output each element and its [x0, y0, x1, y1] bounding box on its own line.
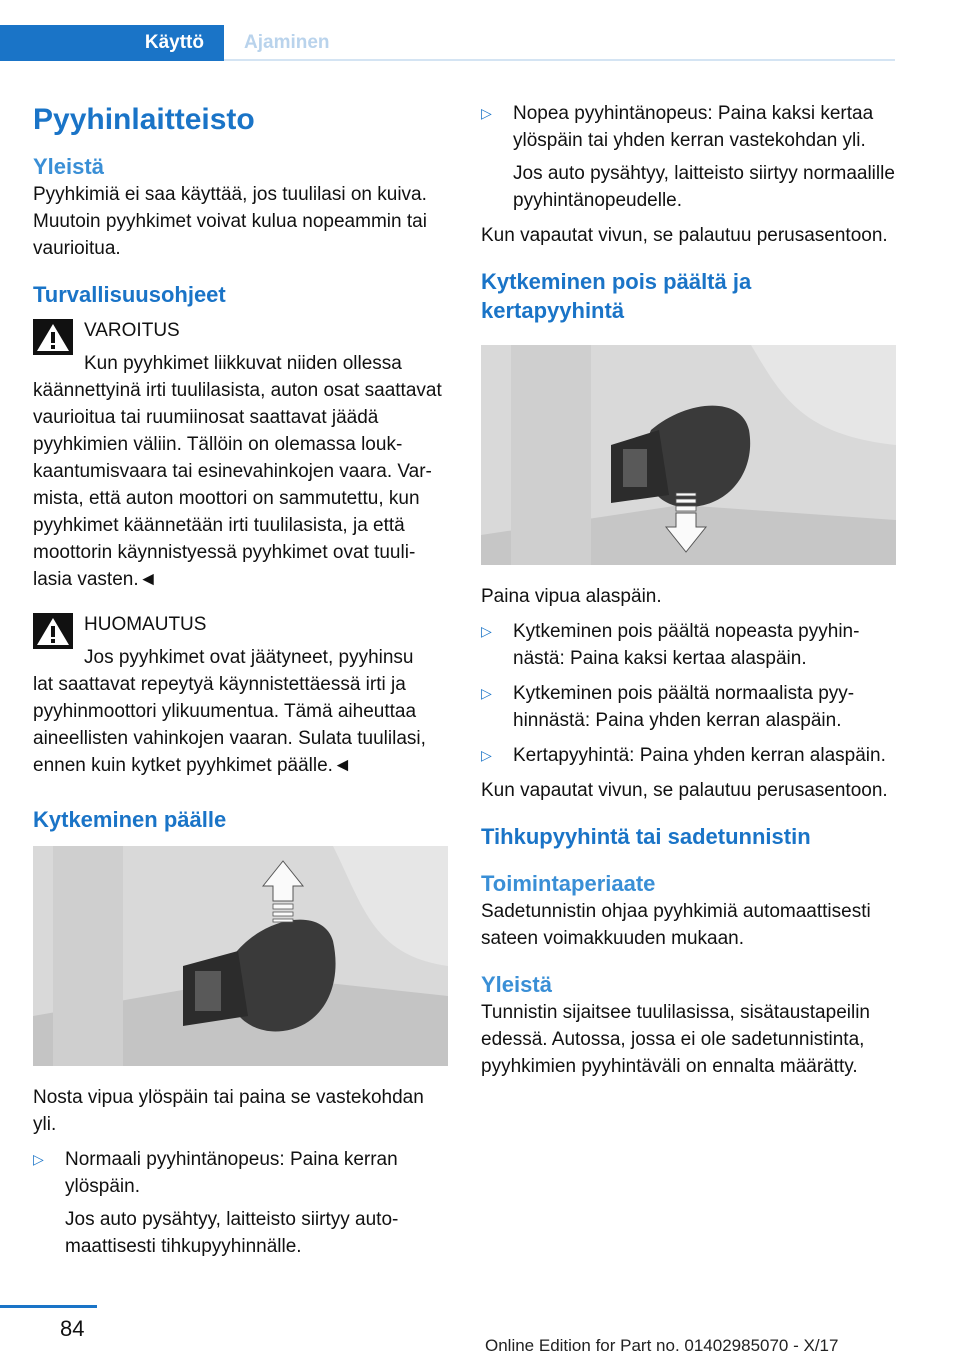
warning-block: [33, 317, 448, 377]
general-text: Pyyhkimiä ei saa käyttää, jos tuulilasi on kuiva. Muutoin pyyhkimet voivat kulua nopeammin tai vaurioitua.: [33, 184, 427, 259]
edition-note: Online Edition for Part no. 01402985070 - X/17: [485, 1336, 839, 1355]
tab-ajaminen[interactable]: Ajaminen: [244, 32, 330, 53]
wiper-lever-up-photo: [33, 846, 448, 1066]
list-item-text: Kytkeminen pois päältä normaalista pyyhinnästä: Paina yhden kerran alaspäin.: [513, 683, 855, 731]
release-text-2: Kun vapautat vivun, se palautuu perusasentoon.: [481, 780, 888, 801]
rain-heading: Tihkupyyhintä tai sadetunnistin: [481, 824, 811, 849]
principle-text: Sadetunnistin ohjaa pyyhkimiä automaattisesti sateen voimakkuuden mukaan.: [481, 901, 871, 949]
release-text: Kun vapautat vivun, se palautuu perusasentoon.: [481, 225, 888, 246]
triangle-bullet-icon: ▷: [33, 1151, 44, 1167]
notice-title: HUOMAUTUS: [84, 614, 207, 635]
fast-list: [481, 100, 896, 214]
principle-heading: Toimintaperiaate: [481, 871, 656, 896]
list-item: [33, 1146, 448, 1260]
off-heading: Kytkeminen pois päältä ja kertapyyhintä: [481, 269, 752, 323]
page-number-bar: [0, 1305, 97, 1308]
notice-block: [33, 611, 448, 671]
off-caption: Paina vipua alaspäin.: [481, 586, 662, 607]
on-heading: Kytkeminen päälle: [33, 807, 227, 832]
triangle-bullet-icon: ▷: [481, 747, 492, 763]
page-number: 84: [60, 1316, 85, 1341]
notice-triangle-icon: [33, 613, 73, 649]
list-item: [481, 618, 896, 672]
list-item-text: Kertapyyhintä: Paina yhden kerran alaspäin.: [513, 745, 886, 766]
tab-kaytto[interactable]: Käyttö: [0, 25, 224, 61]
list-item: [481, 680, 896, 734]
warning-triangle-icon: [33, 319, 73, 355]
triangle-bullet-icon: ▷: [481, 623, 492, 639]
wiper-lever-down-photo: [481, 345, 896, 565]
warning-lead: Kun pyyhkimet liikkuvat niiden ollessa: [84, 353, 402, 374]
on-list: [33, 1146, 448, 1260]
warning-title: VAROITUS: [84, 320, 180, 341]
notice-text: lat saattavat repeytyä käynnistettäessä irti ja pyyhinmoottori ylikuumentua. Tämä aiheuttaa aineellisten vahinkojen vaaran. Sulata tuulilasi, ennen kuin kytket pyyhkimet päälle.◄: [33, 674, 426, 776]
header-divider: [224, 59, 895, 61]
triangle-bullet-icon: ▷: [481, 105, 492, 121]
list-item-text: Normaali pyyhintänopeus: Paina kerran ylöspäin.: [65, 1149, 398, 1197]
list-item: [481, 742, 896, 769]
off-list: [481, 618, 896, 769]
general-heading-2: Yleistä: [481, 972, 552, 997]
on-caption: Nosta vipua ylöspäin tai paina se vastekohdan yli.: [33, 1087, 424, 1135]
header-tabs: [0, 25, 895, 61]
list-item: [481, 100, 896, 214]
safety-heading: Turvallisuusohjeet: [33, 282, 226, 307]
page-title: Pyyhinlaitteisto: [33, 103, 255, 136]
general-heading: Yleistä: [33, 154, 104, 179]
list-item-sub: Jos auto pysähtyy, laitteisto siirtyy automaattisesti tihkupyyhinnälle.: [65, 1209, 399, 1257]
left-column: [33, 100, 448, 1260]
list-item-sub: Jos auto pysähtyy, laitteisto siirtyy normaalille pyyhintänopeudelle.: [513, 163, 895, 211]
warning-text: käännettyinä irti tuulilasista, auton osat saattavat vaurioitua tai ruumiinosat saattavat jäädä pyyhkimien väliin. Tällöin on olemassa loukkaantumisvaara tai esinevahinkojen vaara. Varmista, että auton moottori on sammutettu, kun pyyhkimet käännetään irti tuulilasista, ja että moottorin käynnistyessä pyyhkimet ovat tuulilasia vasten.◄: [33, 380, 442, 590]
notice-lead: Jos pyyhkimet ovat jäätyneet, pyyhinsu: [84, 647, 414, 668]
triangle-bullet-icon: ▷: [481, 685, 492, 701]
general-text-2: Tunnistin sijaitsee tuulilasissa, sisätaustapeilin edessä. Autossa, jossa ei ole sadetunnistinta, pyyhkimien pyyhintäväli on ennalta määrätty.: [481, 1002, 870, 1077]
list-item-text: Nopea pyyhintänopeus: Paina kaksi kertaa ylöspäin tai yhden kerran vastekohdan yli.: [513, 103, 874, 151]
list-item-text: Kytkeminen pois päältä nopeasta pyyhinnästä: Paina kaksi kertaa alaspäin.: [513, 621, 860, 669]
right-column: [481, 100, 896, 1080]
